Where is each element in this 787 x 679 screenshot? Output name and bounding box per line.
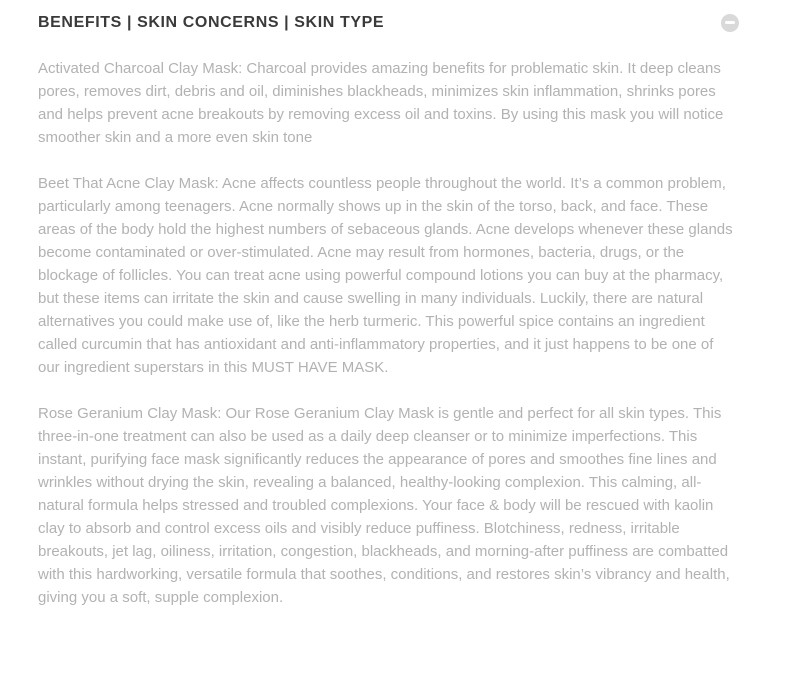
paragraph-rose-geranium: Rose Geranium Clay Mask: Our Rose Geranium Clay Mask is gentle and perfect for all skin types. This three-in-one treatment can also be used as a daily deep cleanser or to minimize imperfections. This instant, purifying face mask significantly reduces the appearance of pores and smoothes fine lines and wrinkles without drying the skin, revealing a balanced, healthy-looking complexion. This calming, all-natural formula helps stressed and troubled complexions. Your face & body will be rescued with kaolin clay to absorb and control excess oils and visibly reduce puffiness. Blotchiness, redness, irritable breakouts, jet lag, oiliness, irritation, congestion, blackheads, and morning-after puffiness are combatted with this hardworking, versatile formula that soothes, conditions, and restores skin’s vibrancy and health, giving you a soft, supple complexion. <box>38 405 730 606</box>
paragraph-beet-that-acne: Beet That Acne Clay Mask: Acne affects countless people throughout the world. It’s a common problem, particularly among teenagers. Acne normally shows up in the skin of the torso, back, and face. These areas of the body hold the highest numbers of sebaceous glands. Acne develops whenever these glands become contaminated or over-stimulated. Acne may result from hormones, bacteria, drugs, or the blockage of follicles. You can treat acne using powerful compound lotions you can buy at the pharmacy, but these items can irritate the skin and cause swelling in many individuals. Luckily, there are natural alternatives you could make use of, like the herb turmeric. This powerful spice contains an ingredient called curcumin that has antioxidant and anti-inflammatory properties, and it just happens to be one of our ingredient superstars in this MUST HAVE MASK. <box>38 175 733 376</box>
collapse-toggle-button[interactable] <box>721 14 739 32</box>
accordion-header[interactable] <box>38 10 739 36</box>
minus-circle-icon <box>725 21 735 24</box>
section-title: BENEFITS | SKIN CONCERNS | SKIN TYPE <box>38 14 385 31</box>
section-body <box>38 57 739 609</box>
paragraph-activated-charcoal: Activated Charcoal Clay Mask: Charcoal provides amazing benefits for problematic skin. It deep cleans pores, removes dirt, debris and oil, diminishes blackheads, minimizes skin inflammation, shrinks pores and helps prevent acne breakouts by removing excess oil and toxins. By using this mask you will notice smoother skin and a more even skin tone <box>38 60 724 146</box>
